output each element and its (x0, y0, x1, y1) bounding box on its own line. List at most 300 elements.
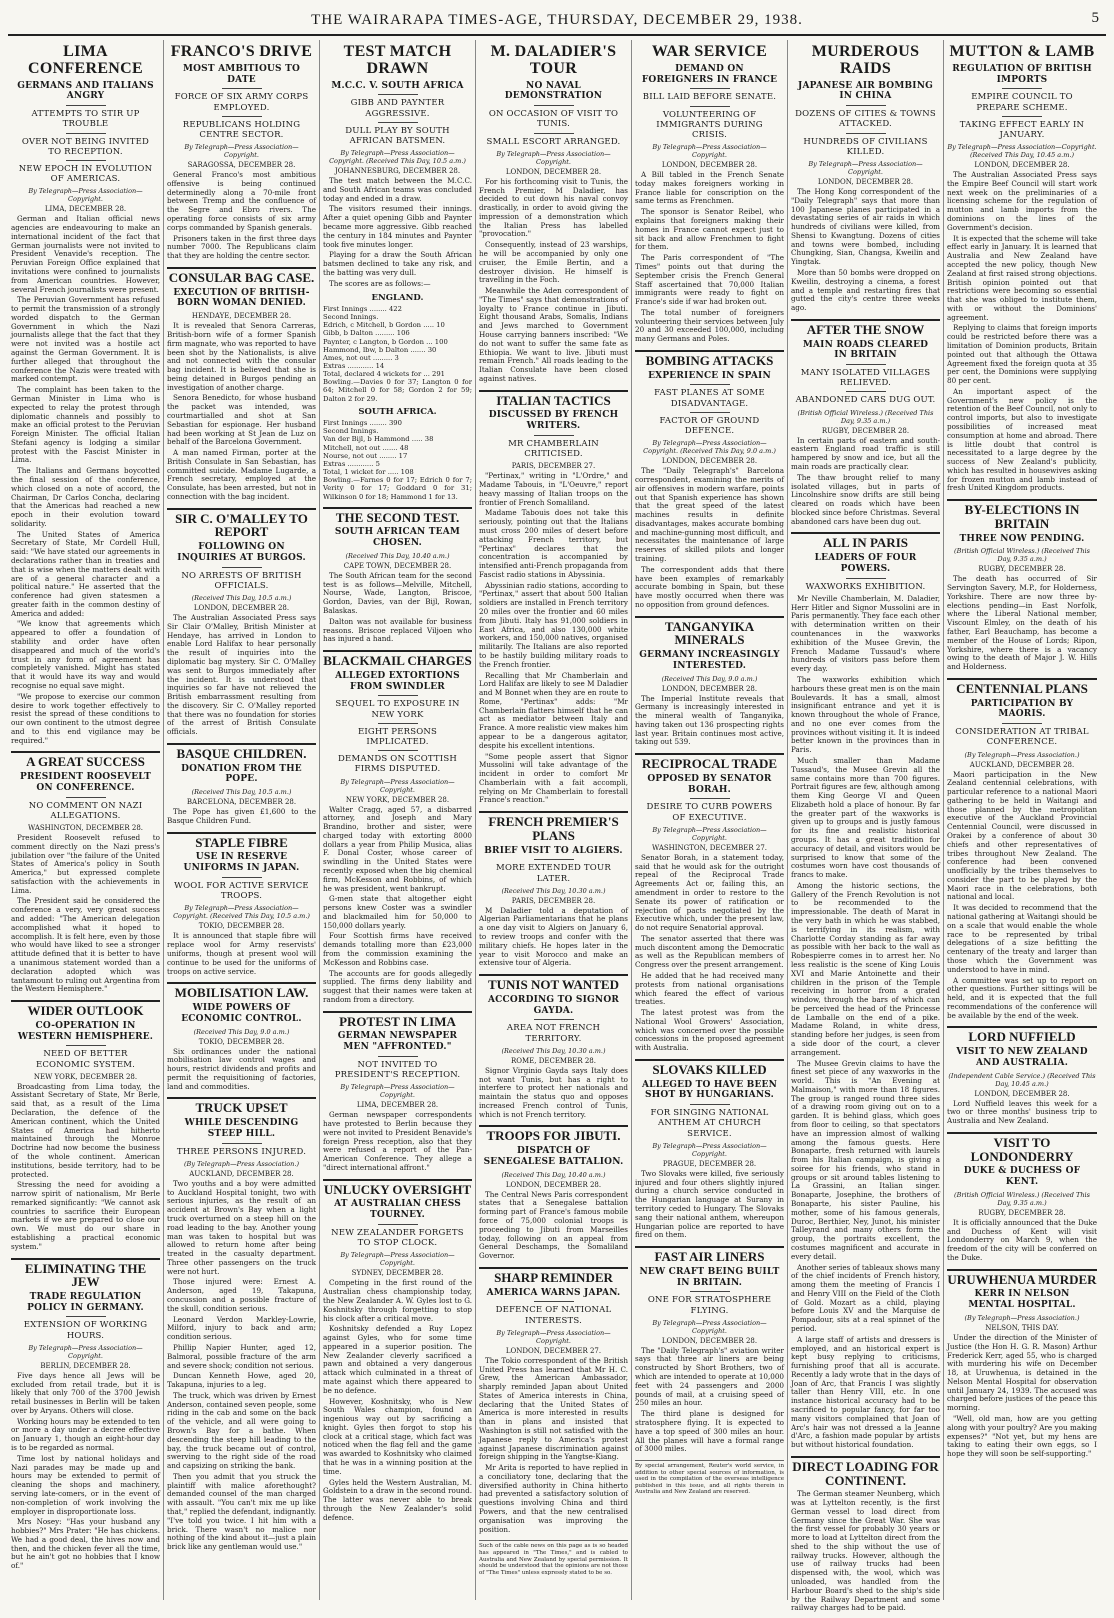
score-line: First Innings ........ 422 (323, 304, 402, 313)
deck-rule (846, 364, 886, 365)
article-headline: LORD NUFFIELD (947, 1026, 1097, 1044)
article-body (947, 575, 1097, 672)
article-byline: (British Official Wireless.) (Received This Day, 9.35 a.m.) (954, 547, 1090, 564)
article-dateline: LONDON, DECEMBER 28. (661, 684, 758, 693)
article-byline: By Telegraph—Press Association—Copyright. (652, 825, 767, 842)
article-paragraph: The test match between the M.C.C. and South African teams was concluded today and ended in a draw. (323, 176, 472, 203)
article-paragraph: Senora Benedicto, for whose husband the packet was intended, was courtmartialled and shot at San Sebastian for espionage. Her husband had been working at St Jean de Luz on behalf of the Barcelona Government. (167, 393, 316, 447)
article-deck: ONE FOR STRATOSPHERE FLYING. (647, 1295, 772, 1316)
score-line: Nourse, not out ........ 17 (323, 451, 408, 460)
article-paragraph: The sponsor is Senator Reibel, who explains that foreigners making their homes in France cannot expect just to sit back and allow Frenchmen to fight for them. (635, 207, 784, 252)
article-deck: WAXWORKS EXHIBITION. (805, 581, 926, 592)
deck-rule (690, 1291, 730, 1292)
article-paragraph: The German steamer Neunberg, which was at Lyttelton recently, is the first German vessel to load direct from Germany since the Great War. She was the first vessel for probably 30 years or more to load at Lyttelton direct from the shed to the ship without the use of railway trucks. However, although the use of railway trucks had been dispensed with, the wool, which was unloaded, was handled from the Harbour Board's shed to the ship's side by the Railway Department and some railway charges had to be paid. (791, 1489, 940, 1613)
article-deck: FOLLOWING ON INQUIRIES AT BURGOS. (177, 542, 306, 563)
article (167, 508, 316, 737)
article-deck: EXECUTION OF BRITISH-BORN WOMAN DENIED. (173, 287, 310, 309)
article-body (323, 1279, 472, 1522)
article-headline: SIR C. O'MALLEY TO REPORT (167, 508, 316, 539)
article-paragraph: The waxworks exhibition which harbours these great men is on the main Boulevards. It has a small, almost insignificant entrance and yet it is known throughout the whole of France, and no one ever comes from the provinces without visiting it. It is indeed better known in the provinces than in Paris. (791, 674, 940, 755)
article-paragraph: The Tokio correspondent of the British United Press has learned that Mr H. C. Grew, the American Ambassador, sharply reminded Japan about United States of America interests in China, declaring that the United States of America is more interested in results than in plans and insisted that Washington is still not satisfied with the Japanese reply to America's protest against Japanese discrimination against foreign shipping in the Yangtse-Kiang. (479, 1355, 628, 1462)
article (479, 390, 628, 806)
article-paragraph: Mr Arita is reported to have replied in a conciliatory tone, declaring that the diversified authority in China hitherto had prevented a satisfactory solution of questions involving China and third Powers, and that the new centralised organisation was improving the position. (479, 1463, 628, 1534)
article (635, 616, 784, 748)
deck-rule (222, 1143, 262, 1144)
article-deck: DEMAND ON FOREIGNERS IN FRANCE (641, 63, 778, 85)
article-body (947, 171, 1097, 493)
deck-rule (690, 384, 730, 385)
article-deck: SOUTH AFRICAN TEAM CHOSEN. (334, 527, 461, 549)
article (479, 974, 628, 1119)
article-byline: (By Telegraph—Press Association.) (184, 1159, 299, 1168)
article (167, 982, 316, 1091)
article-body (947, 1219, 1097, 1263)
article-body (323, 806, 472, 1005)
article-paragraph: Senator Borah, in a statement today, said that he would ask for the outright repeal of the Reciprocal Trade Agreements Act or, failing this, an amendment in order to restore to the Senate its power of ratification or rejection of pacts negotiated by the Executive which, under the present law, do not require Senatorial approval. (635, 852, 784, 933)
article-dateline: BARCELONA, DECEMBER 28. (186, 798, 297, 807)
article-headline: DIRECT LOADING FOR CONTINENT. (791, 1456, 940, 1487)
article-deck: EIGHT PERSONS IMPLICATED. (357, 726, 438, 747)
article-dateline: NEW YORK, DECEMBER 28. (33, 1072, 138, 1081)
article (947, 499, 1097, 672)
article (323, 650, 472, 1005)
article-headline: THE SECOND TEST. (323, 507, 472, 525)
article-paragraph: A man named Firman, porter at the British Consulate in San Sebastian, has committed suicide. Madame Lugarde, a French secretary, employed at the Consulate, has been arrested, but not in connection with the bag incident. (167, 448, 316, 502)
article-dateline: LONDON, DECEMBER 28. (661, 161, 758, 170)
article-headline: ELIMINATING THE JEW (11, 1258, 160, 1289)
article-paragraph: However, Koshnitsky, who is New South Wales champion, found an ingenious way out by sacrificing a knight. Gyles then forgot to stop his clock at a critical stage, which fact was noticed when the flag fell and the game was awarded to Koshnitsky who claimed that he was in a winning position at the time. (323, 1396, 472, 1476)
article (323, 1179, 472, 1523)
article (479, 811, 628, 968)
article-body (947, 1100, 1097, 1126)
article-dateline: RUGBY, DECEMBER 28. (978, 1208, 1066, 1217)
article-paragraph: The Pope has given £1,600 to the Basque Children Fund. (167, 807, 316, 826)
article-deck: REPUBLICANS HOLDING CENTRE SECTOR. (182, 119, 301, 140)
article-deck: USE IN RESERVE UNIFORMS IN JAPAN. (183, 852, 300, 874)
article-dateline: LONDON, DECEMBER 28. (974, 1089, 1070, 1098)
article (791, 44, 940, 313)
deck-rule (690, 1104, 730, 1105)
article (791, 532, 940, 1449)
score-line: Extras ............ 5 (323, 459, 380, 468)
article-headline: BY-ELECTIONS IN BRITAIN (947, 499, 1097, 530)
article-paragraph: It is revealed that Senora Carreras, British-born wife of a former Spanish firm magnate, who was reported to have been shot by the Nationalists, is alive and not connected with the consular bag incident. It is believed that she is being detained in Burgos pending an investigation of another charge. (167, 321, 316, 392)
article-deck: NO ARRESTS OF BRITISH OFFICIALS. (181, 570, 302, 591)
article-paragraph: The Australian Associated Press says the Empire Beef Council will start work next week on the preliminaries of a licensing scheme for the regulation of mutton and lamb imports from the dominions on the lines of the Government's decision. (947, 170, 1097, 232)
article (11, 44, 160, 745)
article-body (11, 215, 160, 745)
article-deck: VISIT TO NEW ZEALAND AND AUSTRALIA. (956, 1047, 1088, 1068)
article-headline: WAR SERVICE (651, 43, 768, 60)
article-headline: ALL IN PARIS (791, 532, 940, 550)
article-deck: OVER NOT BEING INVITED TO RECEPTION. (21, 136, 150, 157)
article-paragraph: The "Daily Telegraph's" Barcelona correspondent, examining the merits of air offensives in modern warfare, points out that Spanish experience has shown that the great speed of the latest machines results in definite disadvantages, makes accurate bombing and machine-gunning most difficult, and necessitates the maintenance of large reserves of skilled pilots and longer training. (635, 466, 784, 563)
article-paragraph: Madame Tabouis does not take this seriously, pointing out that the Italians must cross 200 miles of desert before attacking French territory, but "Pertinax" declares that the concentration is accompanied by intensified anti-French propaganda from Fascist radio stations in Abyssinia. (479, 508, 628, 579)
article-deck: FORCE OF SIX ARMY CORPS EMPLOYED. (174, 92, 309, 113)
article-body (323, 1111, 472, 1172)
deck-rule (378, 750, 418, 751)
score-line: Van der Bijl, b Hammond ..... 38 (323, 435, 434, 444)
article-paragraph: German newspaper correspondents have protested to Berlin because they were not invited to President Benavide's foreign Press reception, also that they were refused a report of the Pan-American Conference. They allege a "direct international affront." (323, 1110, 472, 1172)
article-deck: OPPOSED BY SENATOR BORAH. (647, 773, 772, 795)
article-paragraph: The Imperial Institute reveals that Germany is increasingly interested in the mineral wealth of Tanganyika, having taken out 136 prospecting rights last year. Britain continues most active, taking out 539. (635, 693, 784, 747)
article-deck: GIBB AND PAYNTER AGGRESSIVE. (350, 98, 445, 119)
article-byline: (Received This Day, 10.40 a.m.) (501, 1170, 606, 1179)
article-paragraph: Among the historic sections, the Gallery of the French Revolution is not to be recommended to the impressionable. The death of Marat in the very bath in which he was stabbed, is terrifying in its realism, with Charlotte Corday standing as far away as possible with her back to the wall as Robespierre comes in to arrest her. No less realistic is the scene of King Louis XVI and Marie Antoinette and their children in the prison of the Temple receiving in horror from a grated window, through the bars of which can be perceived the head of the Princesse de Lamballe on the end of a pike. Madame Roland, in white dress, standing before her judges, is seen from a side door of the court, a clever arrangement. (791, 880, 940, 1057)
article-deck: DUKE & DUCHESS OF KENT. (963, 1166, 1081, 1188)
article-paragraph: It is expected that the scheme will take effect early in January. It is learned that Australia and New Zealand have accepted the new policy, though New Zealand at first raised strong objections. British opinion pointed out that restrictions were becoming so essential that she was obliged to institute them, with or without the Dominions' agreement. (947, 233, 1097, 322)
article-paragraph: The correspondent adds that there have been examples of remarkably accurate bombing in Spain, but these have mostly occurred when there was no opposition from ground defences. (635, 564, 784, 609)
article-deck: GERMANY INCREASINGLY INTERESTED. (639, 649, 780, 671)
article-deck: MOST AMBITIOUS TO DATE (182, 63, 301, 85)
article-deck: NO NAVAL DEMONSTRATION (504, 80, 603, 102)
deck-rule (66, 1316, 106, 1317)
article-dateline: LONDON, DECEMBER 28. (193, 604, 290, 613)
article-paragraph: Broadcasting from Lima today, the Assistant Secretary of State, Mr Berle, said that, as a result of the Lima Declaration, the defence of the American continent, which the United States of America had hitherto maintained through the Monroe Doctrine had now become the business of the whole continent. American institutions, beside territory, had to be protected. (11, 1081, 160, 1179)
article-dateline: LIMA, DECEMBER 28. (356, 1101, 439, 1110)
deck-rule (378, 94, 418, 95)
deck-rule (222, 567, 262, 568)
article (479, 1267, 628, 1534)
article-paragraph: Five days hence all Jews will be excluded from retail trade, but it is likely that only 700 of the 3700 Jewish retail businesses in Berlin will be taken over by Aryans. Others will close. (11, 1370, 160, 1415)
article-dateline: WASHINGTON, DECEMBER 28. (27, 824, 144, 833)
column-footnote: By special arrangement, Reuter's world service, in addition to other special sources of information, is used in the compilation of the overseas intelligence published in this issue, and all rights therein in Australia and New Zealand are reserved. (635, 1460, 784, 1496)
article (635, 1246, 784, 1454)
article-body (791, 437, 940, 527)
article (11, 1000, 160, 1251)
article-paragraph: Time lost by national holidays and Nazi parades may be made up and hours may be extended to permit of cleaning the shops and machinery, serving late-comers, or in the event of non-completion of work involving the employer in disproportionate loss. (11, 1453, 160, 1516)
deck-rule (846, 133, 886, 134)
article-body (791, 595, 940, 1450)
article-deck: ACCORDING TO SIGNOR GAYDA. (487, 994, 620, 1016)
article-paragraph: Replying to claims that foreign imports could be restricted before there was a limitation of Dominion products, Britain pointed out that although the Ottawa Agreement fixed the foreign quota at 35 per cent, the Dominions were supplying 80 per cent. (947, 323, 1097, 386)
article-headline: VISIT TO LONDONDERRY (947, 1132, 1097, 1163)
article-dateline: WASHINGTON, DECEMBER 27. (651, 843, 768, 852)
deck-rule (66, 105, 106, 106)
score-line: Mitchell, not out ....... 48 (323, 443, 409, 452)
article-body (635, 854, 784, 1053)
article-headline: MOBILISATION LAW. (167, 982, 316, 1000)
article-deck: NEW EPOCH IN EVOLUTION OF AMERICAS. (18, 163, 153, 185)
article-paragraph: Much smaller than Madame Tussaud's, the Musee Grevin all the same contains more than 700 figures. Portrait figures are few, although among them King George VI and Queen Elizabeth hold a place of honour. By far the greater part of the waxworks is given up to groups and is justly famous for its fine and realistic historical groups. It has a great tradition for accuracy of detail, and visitors would be surprised to know that some of the costumes worn have cost thousands of francs to make. (791, 755, 940, 880)
article-headline: BOMBING ATTACKS (635, 350, 784, 368)
deck-rule (222, 877, 262, 878)
article-paragraph: Maori participation in the New Zealand centennial celebrations, with particular reference to a national Maori gathering to be held in Waitangi and those planned by the metropolitan executive of the Auckland Provincial Centennial Council, were discussed in Orakei by a conference of about 30 chiefs and other representatives of tribes throughout New Zealand. The conference had been convened unofficially by the tribes themselves to consider the part to be played by the Maori race in the celebrations, both national and local. (947, 769, 1097, 902)
article-body (635, 171, 784, 344)
article-body (479, 178, 628, 384)
article-paragraph: President Roosevelt refused to comment directly on the Nazi press's jubilation over "the failure of the United States of America's policy in South America," but expressed complete satisfaction with the achievements in Lima. (11, 833, 160, 895)
article (167, 832, 316, 977)
article-headline: ITALIAN TACTICS (479, 390, 628, 408)
article-deck: DEFENCE OF NATIONAL INTERESTS. (495, 1305, 612, 1326)
article-deck: KERR IN NELSON MENTAL HOSPITAL. (968, 1289, 1076, 1311)
article-deck: SEQUEL TO EXPOSURE IN NEW YORK (335, 699, 460, 720)
article-byline: By Telegraph—Press Association—Copyright. (808, 159, 923, 176)
article-deck: MANY ISOLATED VILLAGES RELIEVED. (800, 368, 931, 389)
article-deck: REGULATION OF BRITISH IMPORTS (952, 63, 1092, 85)
article-byline: By Telegraph—Press Association—Copyright. (652, 143, 767, 160)
article-dateline: LONDON, DECEMBER 28. (505, 167, 602, 176)
deck-rule (1002, 116, 1042, 117)
article-body (167, 1048, 316, 1092)
column-3 (320, 40, 476, 1600)
article-headline: BASQUE CHILDREN. (167, 743, 316, 761)
column-2 (164, 40, 320, 1600)
article-dateline: TOKIO, DECEMBER 28. (198, 922, 285, 931)
article-deck: MAIN ROADS CLEARED IN BRITAIN (802, 339, 929, 361)
article-headline: MUTTON & LAMB (949, 43, 1095, 60)
deck-rule (66, 160, 106, 161)
article-dateline: LONDON, DECEMBER 28. (817, 177, 914, 186)
article-deck: NOT INVITED TO PRESIDENT'S RECEPTION. (334, 1059, 461, 1081)
article-deck: WHILE DESCENDING STEEP HILL. (184, 1118, 299, 1139)
article-paragraph: Recalling that Mr Chamberlain and Lord Halifax are likely to see M Daladier and M Bonnet when they are en route to Rome, "Pertinax" adds: "Mr Chamberlain flatters himself that he can act as mediator between Italy and France. A more realistic view makes him appear to be a dangerous agitator, despite his excellent intentions. (479, 670, 629, 750)
article-deck: EXTENSION OF WORKING HOURS. (23, 1320, 148, 1341)
article-body (479, 907, 628, 968)
column-footnote: Such of the cable news on this page as is so headed has appeared in "The Times," and is cabled to Australia and New Zealand by special permission. It should be understood that the opinions are not those of "The Times" unless expressly stated to be so. (479, 1540, 628, 1576)
column-6 (788, 40, 944, 1613)
score-line: Edrich, c Mitchell, b Gordon ..... 10 (323, 321, 445, 330)
score-line: First Innings ........ 390 (323, 419, 402, 428)
score-line: Gibb, b Dalton ......... 106 (323, 329, 410, 338)
article-deck: WOOL FOR ACTIVE SERVICE TROOPS. (174, 881, 309, 902)
masthead (8, 6, 1106, 36)
article-body (947, 1334, 1097, 1459)
article-paragraph: The South African team for the second test is as follows—Melville, Mitchell, Nourse, Wade, Langton, Briscoe, Gordon, Davies, van der Bijl, Rowan, Balaskas. (323, 570, 472, 616)
score-line: Paynter, c Langton, b Gordon ... 100 (323, 337, 448, 346)
deck-rule (66, 797, 106, 798)
column-7 (944, 40, 1100, 1600)
article (947, 678, 1097, 1020)
deck-rule (846, 105, 886, 106)
article-paragraph: Stressing the need for avoiding a narrow spirit of nationalism, Mr Berle remarked significantly: "We cannot ask countries to sacrifice their European markets if we are prepared to close our own. We must do our share in establishing a practical economic system." (11, 1180, 160, 1251)
deck-rule (534, 1019, 574, 1020)
article-dateline: ROME, DECEMBER 28. (511, 1056, 596, 1065)
article (791, 319, 940, 527)
article-headline: PROTEST IN LIMA (323, 1011, 472, 1029)
article-paragraph: Phillip Napier Hunter, aged 12, Balmoral, possible fracture of the arm and severe shock; condition not serious. (167, 1342, 316, 1370)
article-body (167, 808, 316, 826)
article-dateline: LIMA, DECEMBER 28. (44, 205, 127, 214)
article-dateline: NEW YORK, DECEMBER 28. (345, 795, 450, 804)
deck-rule (534, 105, 574, 106)
article-paragraph: Playing for a draw the South African batsmen declined to take any risk, and the batting was very dull. (323, 250, 472, 277)
score-line: ENGLAND. (371, 292, 424, 303)
article-deck: TAKING EFFECT EARLY IN JANUARY. (959, 119, 1085, 140)
deck-rule (690, 798, 730, 799)
article (947, 1026, 1097, 1126)
article-paragraph: The President said he considered the conference a very, very great success and added: "The American delegation accomplished what it hoped to accomplish. It is felt here, even by those who would have liked to see a stronger attitude defined that it is better to have a unanimous statement worded than a declaration adopted which was tantamount to ruling out Argentina from the Western Hemisphere." (11, 896, 160, 994)
article-deck: DULL PLAY BY SOUTH AFRICAN BATSMEN. (345, 125, 450, 146)
score-line: Ames, not out ......... 3 (323, 353, 399, 362)
article-deck: DISPATCH OF SENEGALESE BATTALION. (483, 1146, 624, 1167)
article-headline: TUNIS NOT WANTED (479, 974, 628, 992)
article-paragraph: The Peruvian Government has refused to permit the transmission of a strongly worded dispatch to the German Government in which the Nazi journalists allege that the fact that they were not invited was a hostile act against the German Government. It is further alleged that throughout the conference the Nazis were treated with marked contempt. (11, 295, 160, 384)
article-headline: URUWHENUA MURDER (947, 1269, 1097, 1287)
article-dateline: LONDON, DECEMBER 28. (661, 1336, 758, 1345)
article-deck: PRESIDENT ROOSEVELT ON CONFERENCE. (20, 772, 151, 793)
article-paragraph: G-men state that altogether eight persons knew Coster was a swindler and blackmailed him for 50,000 to 150,000 dollars yearly. (323, 894, 472, 930)
article-byline: By Telegraph—Press Association—Copyright. (Received This Day, 10.5 a.m.) (173, 904, 310, 921)
article-deck: DEMANDS ON SCOTTISH FIRMS DISPUTED. (338, 754, 457, 775)
article-body (479, 1191, 628, 1261)
article-byline: By Telegraph—Press Association—Copyright. (496, 1328, 611, 1345)
article-dateline: LONDON, DECEMBER 28. (661, 457, 758, 466)
article-paragraph: The Australian Associated Press says Sir Clair O'Malley, British Minister at Hendaye, has arrived in London to enable Lord Halifax to hear personally the result of inquiries into the diplomatic bag mystery. Sir C. O'Malley was sent to Burgos immediately after the incident. It is understood that inquiries so far have not relieved the British embarrassment resulting from the discovery. Sir C. O'Malley reported that there was no foundation for stories of the arrest of British Consulate officials. (167, 613, 316, 737)
deck-rule (534, 1301, 574, 1302)
article-deck: EMPIRE COUNCIL TO PREPARE SCHEME. (971, 92, 1073, 113)
article-body (479, 1357, 628, 1535)
article-paragraph: German and Italian official news agencies are endeavouring to make an international incident of the fact that German journalists were not invited to President Venavide's reception. The Peruvian Foreign Office explained that invitations were confined to journalists from American countries. However, several French journalists were present. (11, 214, 160, 294)
article-paragraph: The complaint has been taken to the German Minister in Lima who is expected to relay the protest through diplomatic channels and possibly to make an official protest to the Peruvian Foreign Minister. The official Italian Stefani agency is lodging a similar protest with the Fascist Minister in Lima. (11, 385, 160, 465)
article-deck: AT AUSTRALIAN CHESS TOURNEY. (334, 1199, 461, 1221)
deck-rule (534, 133, 574, 134)
article-paragraph: Dalton was not available for business reasons. Briscoe replaced Viljoen who has injured a hand. (323, 616, 472, 644)
article-deck: WIDE POWERS OF ECONOMIC CONTROL. (181, 1002, 302, 1024)
article-deck: ON OCCASION OF VISIT TO TUNIS. (488, 109, 619, 130)
article-byline: By Telegraph—Press Association—Copyright. (340, 777, 455, 794)
deck-rule (66, 133, 106, 134)
article-headline: SLOVAKS KILLED (635, 1059, 784, 1077)
article-deck: GERMANS AND ITALIANS ANGRY (17, 80, 154, 102)
article (323, 1011, 472, 1173)
article-dateline: NELSON, THIS DAY. (985, 1324, 1059, 1333)
article-dateline: RUGBY, DECEMBER 28. (821, 426, 910, 435)
article-headline: UNLUCKY OVERSIGHT (323, 1179, 472, 1197)
article-dateline: AUCKLAND, DECEMBER 28. (189, 1169, 294, 1178)
article-body (635, 467, 784, 610)
article-byline: By Telegraph—Press Association—Copyright. (28, 1343, 143, 1360)
article-byline: (Received This Day, 9.0 a.m.) (661, 674, 758, 683)
deck-rule (534, 435, 574, 436)
article-body (11, 1083, 160, 1252)
columns-container (8, 40, 1106, 1613)
article-deck: FOR SINGING NATIONAL ANTHEM AT CHURCH SERVICE. (650, 1108, 769, 1139)
article (479, 44, 628, 384)
article (167, 743, 316, 826)
article-headline: BLACKMAIL CHARGES (323, 650, 472, 668)
article-body (635, 1347, 784, 1454)
article-headline: M. DALADIER'S TOUR (490, 43, 617, 77)
article-deck: GERMAN NEWSPAPER MEN "AFFRONTED." (337, 1031, 458, 1053)
article-deck: NEED OF BETTER ECONOMIC SYSTEM. (35, 1049, 136, 1070)
article-dateline: SARAGOSSA, DECEMBER 28. (187, 161, 296, 170)
deck-rule (378, 695, 418, 696)
article-headline: A GREAT SUCCESS (11, 751, 160, 769)
article-paragraph: More than 50 bombs were dropped on Kweilin, destroying a cinema, a forest and a temple and restarting fires that gutted the city's centre three weeks ago. (791, 267, 940, 313)
article-deck: NEW ZEALANDER FORGETS TO STOP CLOCK. (331, 1228, 464, 1249)
article-headline: LIMA CONFERENCE (27, 43, 143, 77)
article-byline: By Telegraph—Press Association—Copyright. (340, 1083, 455, 1100)
article-paragraph: "We propose to exercise our common desire to work together effectively to resist the spread of these conditions to our own continent to the utmost degree and to this end vigilance may be required." (11, 691, 160, 745)
article-paragraph: It is announced that staple fibre will replace wool for Army reservists' uniforms, though at present wool will continue to be used for the uniforms of troops on active service. (167, 931, 316, 976)
article-deck: ATTEMPTS TO STIR UP TROUBLE (31, 109, 140, 130)
article-byline: (Received This Day, 10.30 a.m.) (501, 1046, 606, 1055)
column-1 (8, 40, 164, 1600)
page-number: 5 (1091, 10, 1100, 26)
article-deck: MORE EXTENDED TOUR LATER. (496, 863, 611, 884)
article-dateline: HENDAYE, DECEMBER 28. (191, 312, 292, 321)
article-paragraph: The third plane is designed for stratosphere flying. It is expected to have a top speed of 300 miles an hour. All the planes will have a formal range of 3000 miles. (635, 1409, 784, 1454)
score-line: Bowling.—Davies 0 for 37; Langton 0 for 64; Mitchell 0 for 58; Gordon 2 for 59; Dalton 2 for 29. (323, 378, 472, 403)
article (11, 1258, 160, 1571)
article-paragraph: "Some people assert that Signor Mussolini will take advantage of the incident in order to comfort Mr Chamberlain with a fait accompli, relying on Mr Chamberlain to forestall France's reaction." (479, 751, 628, 805)
article-deck: VOLUNTEERING OF IMMIGRANTS DURING CRISIS. (656, 109, 763, 140)
article-byline: (British Official Wireless.) (Received This Day, 9.35 a.m.) (954, 1190, 1090, 1207)
article-paragraph: Two Slovaks were killed, five seriously injured and four others slightly injured during a church service conducted in the Hungarian language at Surany in territory ceded to Hungary. The Slovaks sang their national anthem, whereupon Hungarian police are reported to have fired on them. (635, 1168, 784, 1240)
deck-rule (378, 1056, 418, 1057)
article-paragraph: The senator asserted that there was much discontent among the Democratic as well as the Republican members of Congress over the present arrangement. (635, 933, 784, 970)
article-paragraph: "Pertinax," writing in "L'Ordre," and Madame Tabouis, in "L'Oeuvre," report heavy massing of Italian troops on the frontier of French Somaliland. (479, 471, 628, 507)
score-line: Total, declared 4 wickets for ... 291 (323, 370, 446, 379)
article-byline: By Telegraph—Press Association—Copyright. (652, 1318, 767, 1335)
article-paragraph: The Central News Paris correspondent states that a Senegalese battalion forming part of France's famous mobile force of 75,000 colonial troops is proceeding to Jibuti from Marseilles today, following on an appeal from General Deschamps, the Somaliland Governor. (479, 1189, 628, 1261)
article-paragraph: The truck, which was driven by Ernest Anderson, contained seven people, some riding in the cab and some on the back of the vehicle, and all were going to Brown's Bay for a bathe. When descending the steep hill leading to the bay, the truck became out of control, swerving to the right side of the road and capsizing on striking the bank. (167, 1390, 316, 1471)
article-paragraph: Mr Neville Chamberlain, M. Daladier, Herr Hitler and Signor Mussolini are in Paris permanently. They face each other with determination written on their countenances in the waxworks exhibition of the Musee Grevin, the French Madame Tussaud's where hundreds of visitors pass before them every day. (791, 593, 940, 674)
article-paragraph: The thaw brought relief to many isolated villages, but in parts of Lincolnshire snow drifts are still being cleared on roads which have been blocked since before Christmas. Several abandoned cars have been dug out. (791, 472, 940, 526)
article-dateline: LONDON, DECEMBER 28. (974, 161, 1070, 170)
article-byline: By Telegraph—Press Association—Copyright. (28, 187, 143, 204)
article-byline: By Telegraph—Press Association—Copyright. (496, 149, 611, 166)
deck-rule (690, 106, 730, 107)
article-paragraph: Two youths and a boy were admitted to Auckland Hospital tonight, two with serious injuries, as the result of an accident at Brown's Bay when a light truck overturned on a steep hill on the road leading to the bay. Another young man was taken to hospital but was allowed to return home after being treated in the casualty department. Three other passengers on the truck were not hurt. (167, 1178, 316, 1276)
article-body (11, 834, 160, 994)
article-paragraph: Koshnitsky defended a Ruy Lopez against Gyles, who for some time appeared in a superior position. The New Zealander cleverly sacrificed a pawn and obtained a very dangerous attack which culminated in a threat of mate against which there appeared to be no defence. (323, 1324, 472, 1395)
article-paragraph: Walter Cragg, aged 57, a disbarred attorney, and Joseph and Mary Brandino, brother and sister, were charged today with extorting 8000 dollars a year from Philip Musica, alias F. Donal Coster, whose career of swindling in the United States were recently exposed when the big chemical firm, McKesson and Robbins, of which he was president, went bankrupt. (323, 804, 472, 893)
article-paragraph: "We know that agreements which appeared to offer a foundation of stability and order have often disappeared and much of the world's trust in any form of agreement has completely vanished. Might has stated that it would have its way and would recognise no equal save might. (11, 619, 160, 690)
article-paragraph: For his forthcoming visit to Tunis, the French Premier, M Daladier, has decided to cut down his naval convoy drastically, in order to avoid giving the impression of a demonstration which the Italian Press has labelled "provocation." (479, 176, 628, 239)
deck-rule (66, 1045, 106, 1046)
article-body (479, 472, 628, 805)
article-deck: CO-OPERATION IN WESTERN HEMISPHERE. (17, 1020, 154, 1042)
score-line: Second Innings. (323, 313, 379, 322)
article-paragraph: A large staff of artists and dressers is employed, and an historical expert is kept busy replying to criticisms, furnishing proof that all is accurate. Recently a lady wrote that in the days of Joan of Arc, that Francis I was slightly taller than Henry VIII, etc. In one instance historical accuracy had to be sacrificed to popular fancy, for far too many visitors complained that Joan of Arc's hair was not dressed a la Jeanne d'Arc, a fashion made popular by artists but without historical foundation. (791, 1334, 940, 1450)
deck-rule (534, 859, 574, 860)
article (635, 753, 784, 1053)
article-deck: THREE NOW PENDING. (959, 533, 1085, 544)
article-deck: SMALL ESCORT ARRANGED. (486, 136, 621, 147)
article-paragraph: The death has occurred of Sir Servington Savery, M.P., for Holderness, Yorkshire. There are now three by-elections pending—in East Norfolk, where the Liberal National member, Viscount Elmley, on the death of his father, Earl Beauchamp, has become a member of the House of Lords; Ripon, Yorkshire, where there is a vacancy owing to the death of Major J. W. Hills and Holderness. (947, 574, 1097, 672)
article-paragraph: An important aspect of the Government's new policy is the retention of the Beef Council, not only to control imports, but also to investigate possibilities of increased meat consumption at home and abroad. There is little doubt that control is necessitated to a large degree by the success of New Zealand's publicity, which has resulted in housewives asking for frozen mutton and lamb instead of fresh United Kingdom products. (947, 386, 1097, 493)
article-paragraph: Another series of tableaux shows many of the chief incidents of French history, among them the meeting of Francis I and Henry VIII on the Field of the Cloth of Gold. Mozart as a child, playing before Louis XV and the Marquise de Pompadour, sits at a real spinnet of the period. (791, 1262, 940, 1333)
article-dateline: BERLIN, DECEMBER 28. (40, 1361, 131, 1370)
article-byline: By Telegraph—Press Association—Copyright. (Received This Day, 9.0 a.m.) (643, 439, 776, 456)
column-5 (632, 40, 788, 1600)
article-byline: (Received This Day, 10.5 a.m.) (191, 594, 292, 603)
article-deck: EXPERIENCE IN SPAIN (648, 370, 771, 381)
article-headline: TANGANYIKA MINERALS (635, 616, 784, 647)
article-dateline: RUGBY, DECEMBER 28. (978, 565, 1066, 574)
article-headline: RECIPROCAL TRADE (635, 753, 784, 771)
article-paragraph: In certain parts of eastern and south-eastern England road traffic is still hampered by snow and ice, but all the main roads are practically clear. (791, 435, 940, 472)
article (323, 507, 472, 644)
article-body (791, 1490, 940, 1613)
article-paragraph: Abyssinian radio stations, according to "Pertinax," assert that about 500 Italian soldiers are installed in French territory 20 miles over the frontier and 60 miles from Jibuti. Italy has 91,000 soldiers in East Africa, and also 130,000 white workers, and 150,000 natives, organised militarily. The Italians are also reported to be hastily building military roads to the French frontier. (479, 580, 628, 669)
article-dateline: CAPE TOWN, DECEMBER 28. (343, 561, 452, 570)
article-paragraph: Four Scottish firms have received demands totalling more than £23,000 from the commission examining the McKesson and Robbins case. (323, 931, 472, 967)
article-paragraph: The United States of America Secretary of State, Mr Cordell Hull, said: "We have stated our agreements in declarations rather than in treaties and that is wise when the matters dealt with are of a general character and a political nature." He asserted that the conference had given statesmen a greater faith in the common destiny of America and added: (11, 529, 160, 618)
article-paragraph: The accounts are for goods allegedly supplied. The firms deny liability and suggest that their names were taken at random from a directory. (323, 968, 472, 1004)
article (635, 1059, 784, 1240)
article-deck: THREE PERSONS INJURED. (176, 1146, 307, 1157)
article-headline: STAPLE FIBRE (167, 832, 316, 850)
article (479, 1125, 628, 1260)
deck-rule (690, 88, 730, 89)
article-deck: DESIRE TO CURB POWERS OF EXECUTIVE. (646, 802, 773, 823)
article-dateline: LONDON, DECEMBER 27. (505, 1346, 602, 1355)
article-byline: (Received This Day, 9.0 a.m.) (193, 1027, 290, 1036)
article-dateline: PARIS, DECEMBER 27. (511, 462, 596, 471)
